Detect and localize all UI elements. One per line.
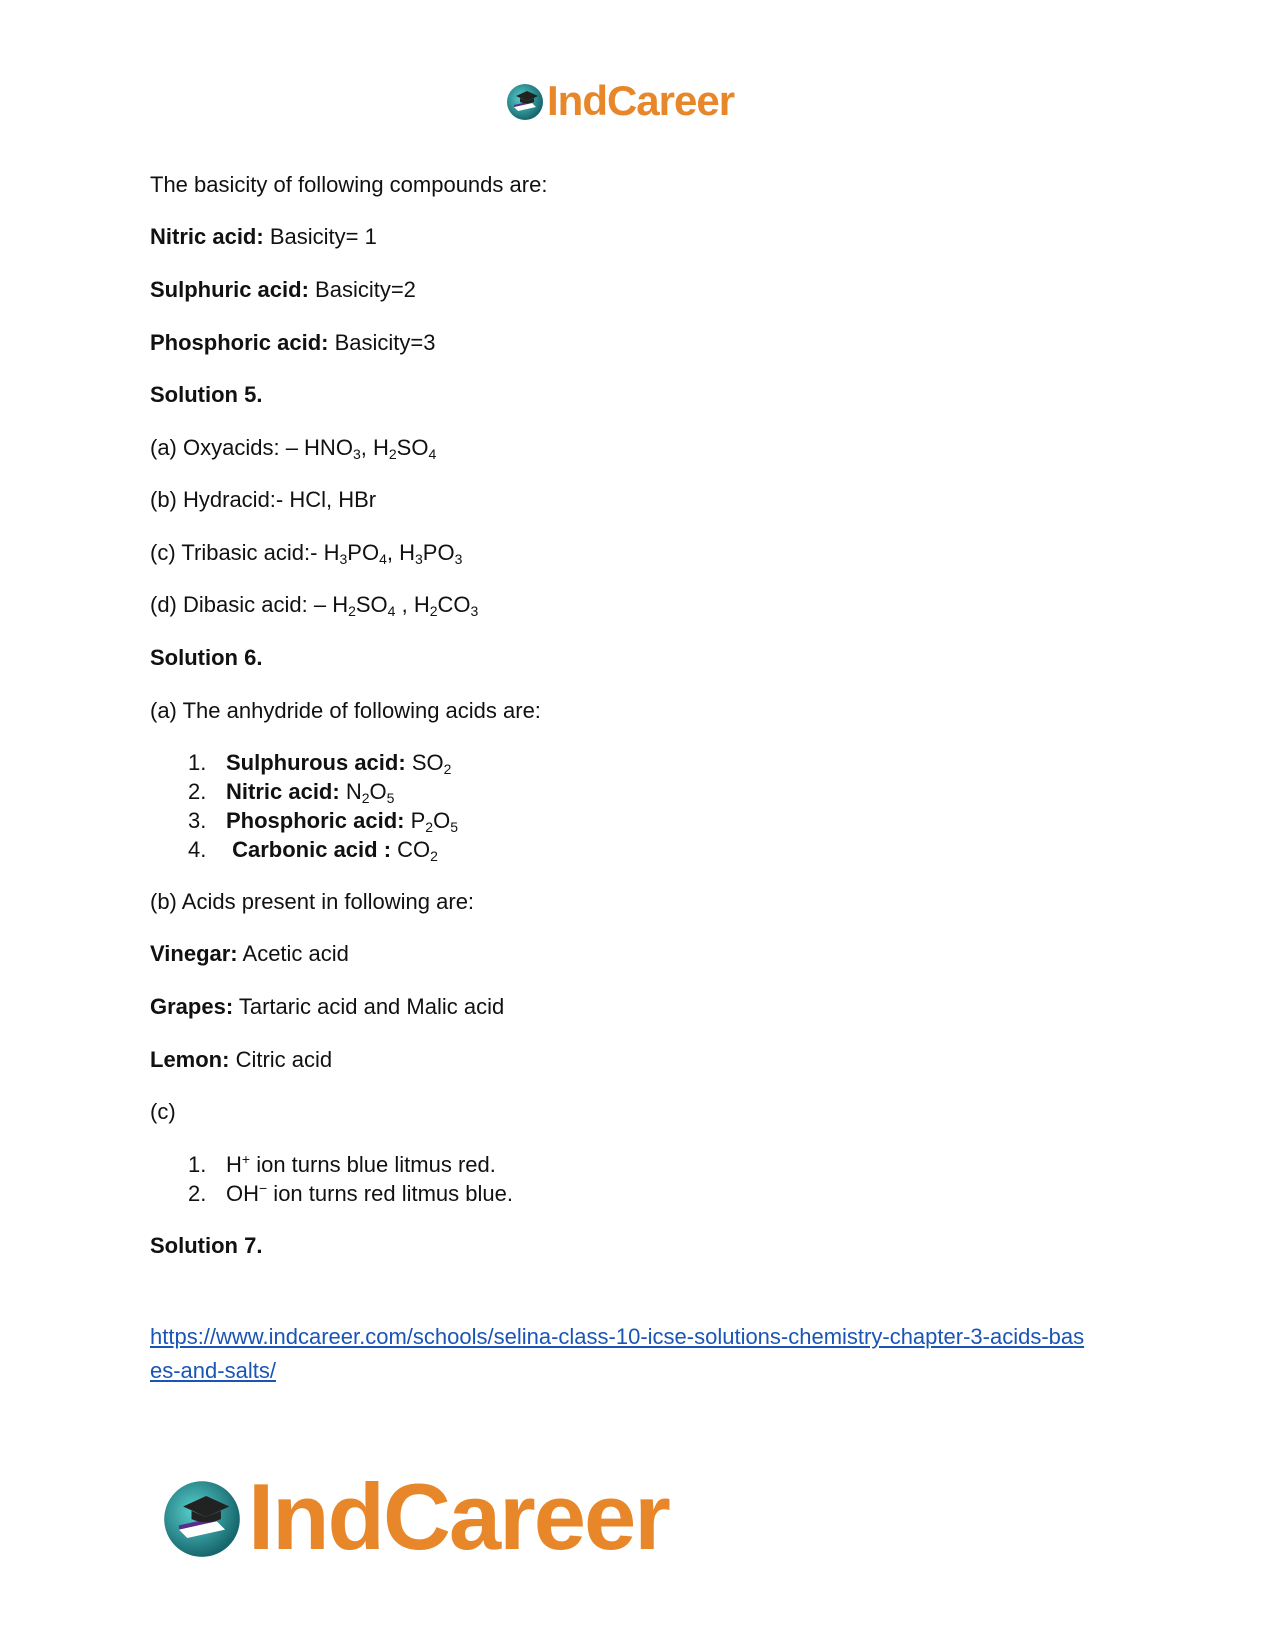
basicity-item: Nitric acid: Basicity= 1 <box>150 224 377 249</box>
acid-source-item: Grapes: Tartaric acid and Malic acid <box>150 994 505 1019</box>
dibasic-line: (d) Dibasic acid: – $H_2SO_4$ , $H_2CO_3$ <box>150 592 479 619</box>
ion-list-item: 2. OH− ion turns red litmus blue. <box>188 1180 513 1206</box>
solution-heading: Solution 6. <box>150 645 263 670</box>
acid-source-item: Vinegar: Acetic acid <box>150 941 349 966</box>
book-graduation-cap-icon <box>160 1475 244 1559</box>
indcareer-logo-header <box>505 77 735 124</box>
basicity-intro: The basicity of following compounds are: <box>150 172 548 197</box>
anhydride-list-item: 1. Sulphurous acid: $SO_2$ <box>188 750 452 777</box>
anhydride-list-item: 3. Phosphoric acid: $P_2O_5$ <box>188 808 459 835</box>
basicity-item: Phosphoric acid: Basicity=3 <box>150 330 436 355</box>
oxyacids-line: (a) Oxyacids: – $HNO_3$, $H_2SO_4$ <box>150 435 437 462</box>
basicity-item: Sulphuric acid: Basicity=2 <box>150 277 416 302</box>
source-url-link-continued[interactable]: es-and-salts/ <box>150 1358 276 1383</box>
acid-source-item: Lemon: Citric acid <box>150 1047 333 1072</box>
solution-heading: Solution 5. <box>150 382 263 407</box>
hydracid-line: (b) Hydracid:- HCl, HBr <box>150 487 377 512</box>
book-graduation-cap-icon <box>505 81 545 121</box>
ion-list-item: 1. H+ ion turns blue litmus red. <box>188 1151 496 1177</box>
anhydride-intro: (a) The anhydride of following acids are: <box>150 698 541 723</box>
brand-wordmark: IndCareer <box>547 77 735 124</box>
brand-wordmark: IndCareer <box>248 1464 669 1569</box>
indcareer-logo-footer <box>160 1464 669 1569</box>
anhydride-list-item: 4. Carbonic acid : $CO_2$ <box>188 837 438 864</box>
part-c-label: (c) <box>150 1099 176 1124</box>
anhydride-list-item: 2. Nitric acid: $N_2O_5$ <box>188 779 395 806</box>
source-url-link[interactable]: https://www.indcareer.com/schools/selina-class-10-icse-solutions-chemistry-chapter-3-acids-bas <box>150 1324 1085 1349</box>
solution-heading: Solution 7. <box>150 1233 263 1258</box>
tribasic-line: (c) Tribasic acid:- $H_3PO_4$, $H_3PO_3$ <box>150 540 463 567</box>
acid-sources-intro: (b) Acids present in following are: <box>150 889 475 914</box>
